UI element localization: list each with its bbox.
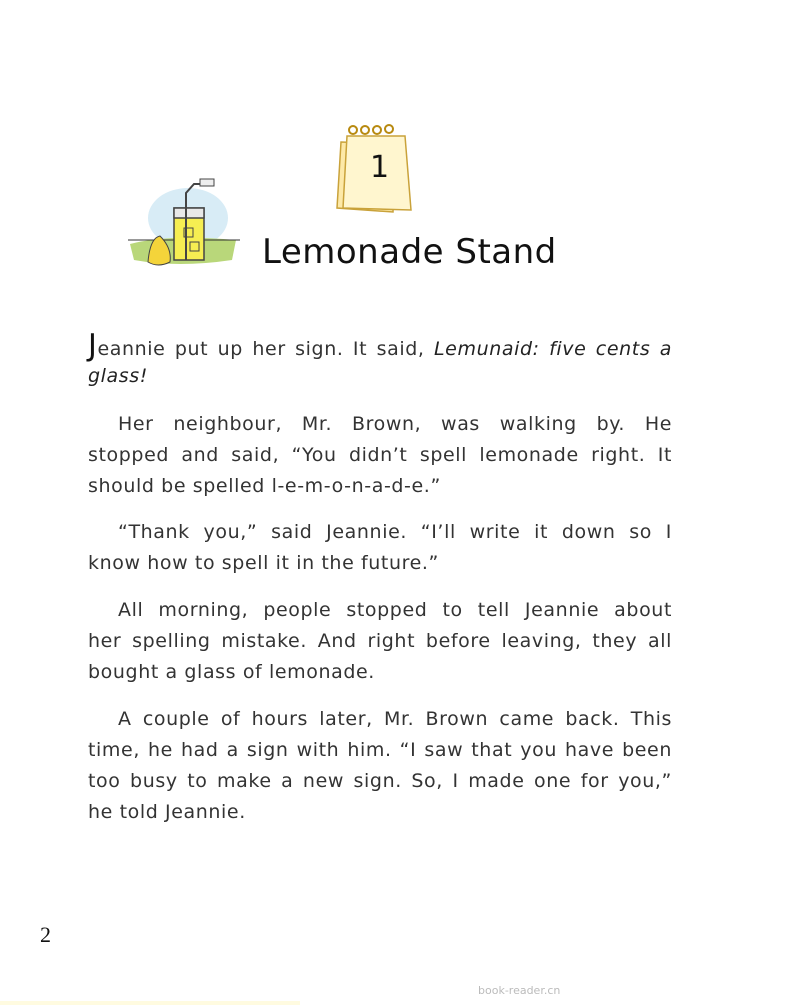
paragraph — [88, 409, 672, 502]
text-line: “Thank you,” said Jeannie. “I’ll write it down so I — [118, 521, 672, 543]
drop-cap: J — [88, 328, 98, 363]
text-line: too busy to make a new sign. So, I made one for you,” — [88, 770, 672, 792]
paragraph — [88, 517, 672, 579]
text-line: he told Jeannie. — [88, 801, 246, 823]
sign-text: glass! — [88, 365, 148, 387]
chapter-number: 1 — [370, 150, 390, 185]
paragraph — [88, 330, 672, 392]
bottom-edge-strip — [0, 1001, 300, 1005]
page-number: 2 — [40, 922, 51, 947]
text-line: stopped and said, “You didn’t spell lemonade right. It — [88, 444, 672, 466]
text-line: eannie put up her sign. It said, — [97, 338, 434, 360]
text-line: bought a glass of lemonade. — [88, 661, 375, 683]
paragraph — [88, 595, 672, 688]
text-line: Her neighbour, Mr. Brown, was walking by. He — [118, 413, 672, 435]
sign-text: Lemunaid: five cents a — [433, 338, 673, 360]
text-line: A couple of hours later, Mr. Brown came back. This — [118, 708, 672, 730]
chapter-title: Lemonade Stand — [262, 232, 557, 272]
watermark: book-reader.cn — [478, 984, 561, 997]
text-line: All morning, people stopped to tell Jeannie about — [118, 599, 672, 621]
text-line: her spelling mistake. And right before leaving, they all — [88, 630, 672, 652]
paragraph — [88, 704, 672, 828]
text-line: time, he had a sign with him. “I saw that you have been — [88, 739, 672, 761]
lemonade-glass-illustration — [128, 178, 240, 270]
text-line: should be spelled l-e-m-o-n-a-d-e.” — [88, 475, 441, 497]
text-line: know how to spell it in the future.” — [88, 552, 439, 574]
